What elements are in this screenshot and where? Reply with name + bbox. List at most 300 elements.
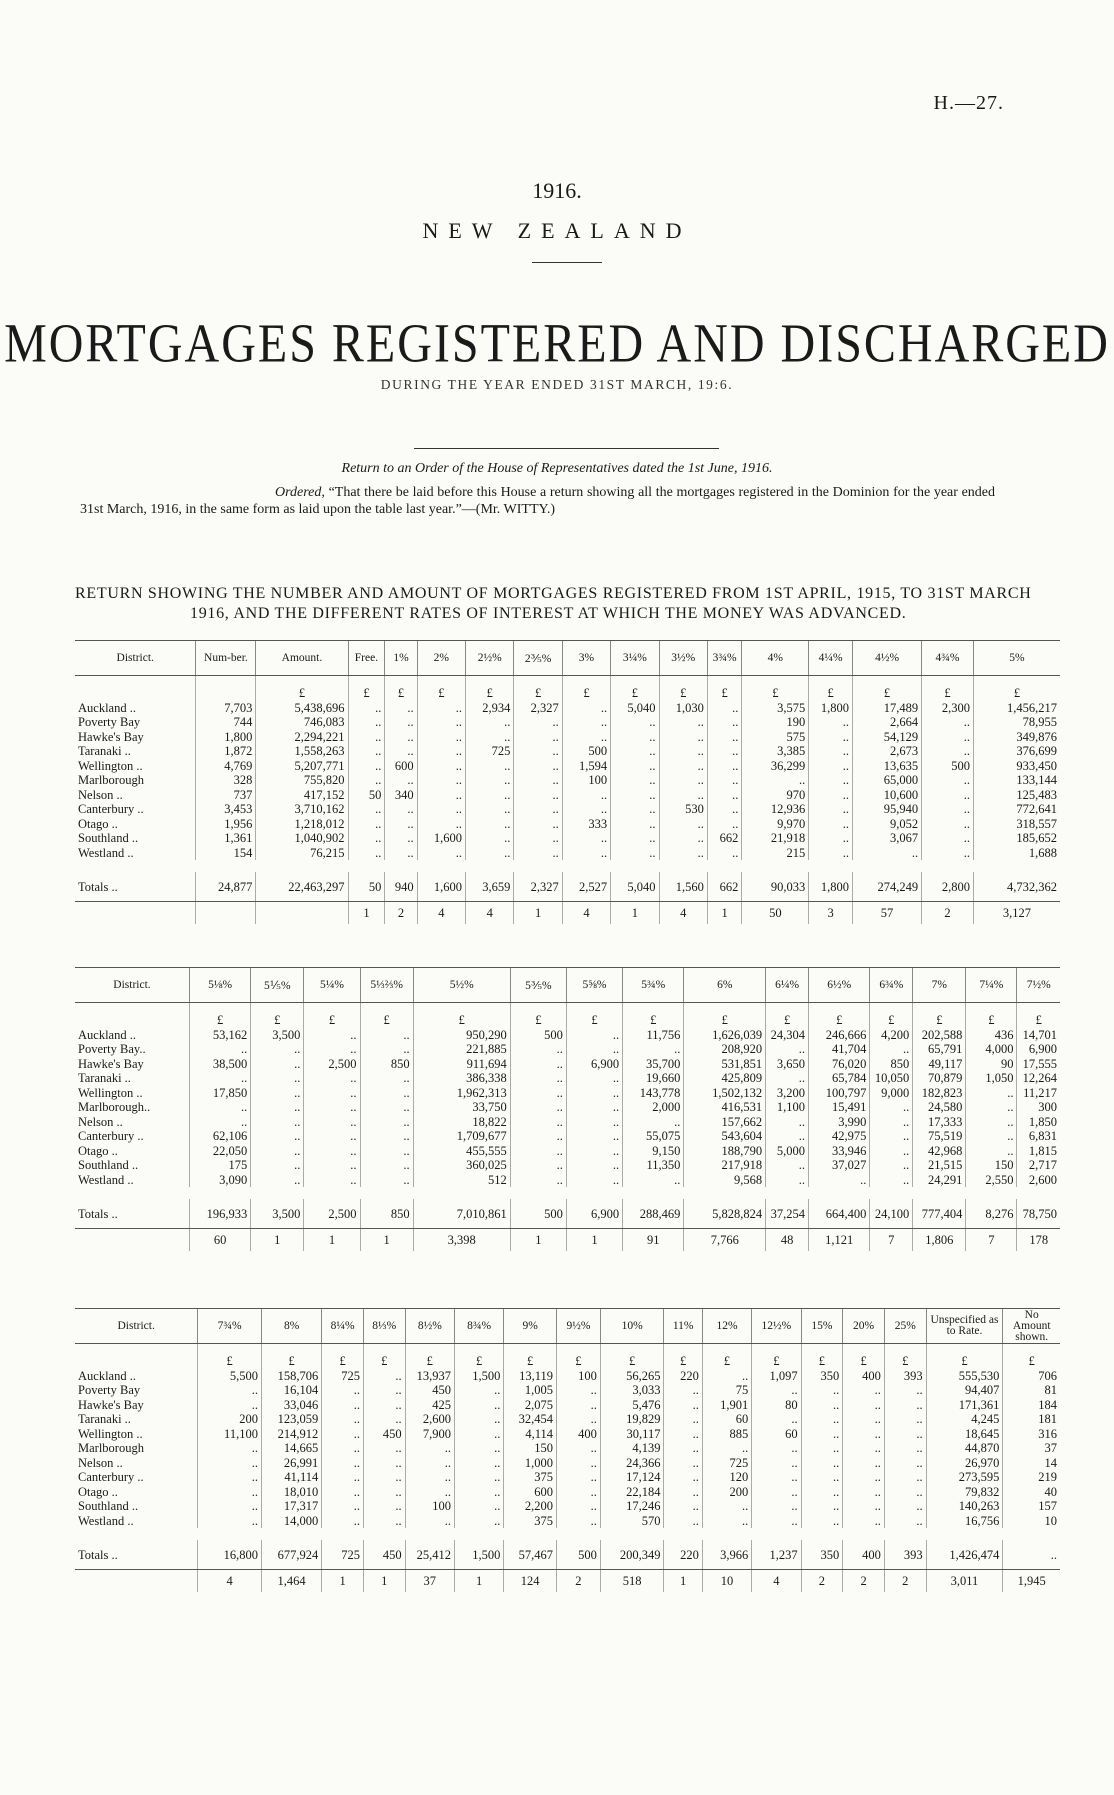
table-cell: 1,626,039: [684, 1028, 766, 1043]
column-header: 1%: [385, 641, 417, 676]
table-cell: ..: [251, 1158, 304, 1173]
count-cell: 2: [884, 1569, 926, 1592]
table-cell: ..: [664, 1412, 702, 1427]
table-cell: ..: [843, 1514, 885, 1529]
column-header: 7%: [913, 968, 966, 1003]
district-name: Nelson ..: [78, 787, 123, 802]
total-cell: 5,040: [611, 872, 659, 901]
count-cell: 4: [198, 1569, 262, 1592]
table-cell: 246,666: [809, 1028, 870, 1043]
table-cell: ..: [385, 802, 417, 817]
table-cell: ..: [363, 1383, 405, 1398]
table-row: [75, 1144, 1060, 1159]
table-cell: ..: [664, 1398, 702, 1413]
count-cell: 1: [514, 901, 562, 924]
district-name: Poverty Bay: [78, 715, 141, 729]
table-cell: 376,699: [973, 744, 1060, 759]
divider: [532, 262, 602, 263]
table-cell: ..: [843, 1470, 885, 1485]
table-cell: 500: [922, 759, 974, 774]
table-cell: ..: [611, 730, 659, 745]
table-cell: 100: [556, 1369, 600, 1384]
table-cell: 188,790: [684, 1144, 766, 1159]
spacer-cell: [75, 860, 1060, 872]
table-cell: ..: [363, 1412, 405, 1427]
table-cell: ..: [304, 1115, 360, 1130]
table-cell: 950,290: [413, 1028, 510, 1043]
count-cell: 1: [363, 1569, 405, 1592]
table-cell: ..: [611, 744, 659, 759]
table-cell: ..: [809, 759, 853, 774]
district-name: Westland ..: [78, 1513, 134, 1528]
table-cell: ..: [363, 1441, 405, 1456]
table-cell: ..: [562, 788, 610, 803]
table-cell: 200: [702, 1485, 751, 1500]
table-cell: 450: [405, 1383, 454, 1398]
table-cell: 18,010: [261, 1485, 321, 1500]
table-cell: ..: [405, 1485, 454, 1500]
table-cell: 349,876: [973, 730, 1060, 745]
table-cell: ..: [922, 730, 974, 745]
table-cell: ..: [454, 1499, 503, 1514]
table-cell: ..: [556, 1499, 600, 1514]
table-cell: 1,361: [196, 831, 256, 846]
table-cell: ..: [348, 759, 385, 774]
total-cell: 940: [385, 872, 417, 901]
table-row: [75, 1071, 1060, 1086]
table-cell: 3,385: [742, 744, 809, 759]
table-cell: 36,299: [742, 759, 809, 774]
currency-symbol: £: [251, 1003, 304, 1028]
column-header: 2½%: [466, 641, 514, 676]
table-cell: 56,265: [600, 1369, 664, 1384]
table-cell: ..: [566, 1144, 622, 1159]
table-cell: ..: [707, 802, 742, 817]
totals-label: Totals ..: [75, 1540, 198, 1569]
table-cell: ..: [514, 773, 562, 788]
table-cell: 79,832: [926, 1485, 1003, 1500]
table-cell: ..: [809, 730, 853, 745]
table-cell: ..: [189, 1115, 250, 1130]
table-cell: ..: [659, 831, 707, 846]
table-cell: 2,934: [466, 701, 514, 716]
document-year: 1916.: [532, 178, 582, 203]
count-cell: 1: [510, 1228, 566, 1251]
column-header: 4½%: [853, 641, 922, 676]
table-cell: 14: [1003, 1456, 1060, 1471]
table-cell: 375: [504, 1514, 557, 1529]
table-cell: 772,641: [973, 802, 1060, 817]
table-cell: ..: [385, 744, 417, 759]
table-cell: 5,476: [600, 1398, 664, 1413]
currency-symbol: [75, 1344, 198, 1369]
table-cell: 1,218,012: [256, 817, 348, 832]
column-header: 6¾%: [870, 968, 913, 1003]
table-cell: ..: [417, 701, 465, 716]
table-cell: ..: [198, 1485, 262, 1500]
table-cell: ..: [385, 715, 417, 730]
table-cell: ..: [385, 817, 417, 832]
currency-symbol: £: [417, 676, 465, 701]
table-cell: ..: [556, 1412, 600, 1427]
table-cell: ..: [363, 1470, 405, 1485]
column-header: 5½%: [413, 968, 510, 1003]
table-cell: ..: [664, 1441, 702, 1456]
count-cell: 1: [304, 1228, 360, 1251]
column-header: 9½%: [556, 1309, 600, 1344]
table-cell: ..: [884, 1441, 926, 1456]
currency-symbol: £: [600, 1344, 664, 1369]
column-header: 4¾%: [922, 641, 974, 676]
district-name: Otago ..: [78, 1143, 118, 1158]
count-row: [75, 1569, 1060, 1592]
table-cell: 4,114: [504, 1427, 557, 1442]
table-cell: 53,162: [189, 1028, 250, 1043]
table-cell: ..: [405, 1514, 454, 1529]
district-name: Southland ..: [78, 831, 139, 845]
table-cell: 2,673: [853, 744, 922, 759]
table-cell: 219: [1003, 1470, 1060, 1485]
count-cell: [75, 1228, 189, 1251]
table-cell: ..: [466, 773, 514, 788]
table-cell: ..: [664, 1514, 702, 1529]
count-row: [75, 901, 1060, 924]
table-cell: 5,207,771: [256, 759, 348, 774]
total-cell: 90,033: [742, 872, 809, 901]
mortgage-table-rates-free-to-5: [75, 640, 1060, 924]
currency-symbol: £: [742, 676, 809, 701]
table-cell: ..: [454, 1456, 503, 1471]
total-cell: 850: [360, 1199, 413, 1228]
table-cell: 17,489: [853, 701, 922, 716]
table-cell: ..: [466, 831, 514, 846]
table-cell: ..: [198, 1398, 262, 1413]
table-cell: 14,701: [1017, 1028, 1060, 1043]
table-cell: ..: [870, 1100, 913, 1115]
table-cell: ..: [766, 1173, 809, 1188]
table-cell: 220: [664, 1369, 702, 1384]
table-cell: 41,114: [261, 1470, 321, 1485]
table-cell: 12,936: [742, 802, 809, 817]
table-cell: ..: [922, 817, 974, 832]
table-cell: ..: [843, 1456, 885, 1471]
table-cell: ..: [623, 1042, 684, 1057]
table-cell: ..: [304, 1071, 360, 1086]
table-cell: ..: [843, 1427, 885, 1442]
table-cell: 13,937: [405, 1369, 454, 1384]
table-cell: 13,119: [504, 1369, 557, 1384]
total-cell: 50: [348, 872, 385, 901]
table-cell: 1,901: [702, 1398, 751, 1413]
table-cell: 2,600: [1017, 1173, 1060, 1188]
table-cell: 570: [600, 1514, 664, 1529]
district-name: Southland ..: [78, 1499, 139, 1513]
table-cell: ..: [454, 1427, 503, 1442]
table-cell: 133,144: [973, 773, 1060, 788]
table-cell: 450: [363, 1427, 405, 1442]
currency-symbol: £: [562, 676, 610, 701]
table-cell: 273,595: [926, 1470, 1003, 1485]
table-cell: ..: [363, 1514, 405, 1529]
column-header: 3%: [562, 641, 610, 676]
total-cell: 5,828,824: [684, 1199, 766, 1228]
currency-symbol: £: [707, 676, 742, 701]
table-cell: 11,217: [1017, 1086, 1060, 1101]
table-cell: 24,291: [913, 1173, 966, 1188]
table-cell: ..: [566, 1173, 622, 1188]
table-cell: 14,665: [261, 1441, 321, 1456]
table-cell: 171,361: [926, 1398, 1003, 1413]
table-cell: 316: [1003, 1427, 1060, 1442]
spacer-row: [75, 860, 1060, 872]
count-cell: [196, 901, 256, 924]
table-cell: ..: [809, 802, 853, 817]
table-cell: 4,000: [966, 1042, 1017, 1057]
currency-symbol: £: [466, 676, 514, 701]
table-cell: 24,580: [913, 1100, 966, 1115]
column-header: 3¼%: [611, 641, 659, 676]
table-cell: 1,850: [1017, 1115, 1060, 1130]
table-cell: ..: [966, 1129, 1017, 1144]
table-cell: ..: [966, 1100, 1017, 1115]
currency-symbol: £: [566, 1003, 622, 1028]
totals-row: [75, 1540, 1060, 1569]
district-name: Otago ..: [78, 816, 118, 831]
currency-symbol: £: [659, 676, 707, 701]
table-cell: ..: [659, 744, 707, 759]
table-cell: 184: [1003, 1398, 1060, 1413]
table-cell: 600: [504, 1485, 557, 1500]
column-header: 3½%: [659, 641, 707, 676]
total-cell: 7,010,861: [413, 1199, 510, 1228]
column-header: 4¼%: [809, 641, 853, 676]
total-cell: 500: [510, 1199, 566, 1228]
total-cell: 1,237: [752, 1540, 801, 1569]
table-cell: 17,246: [600, 1499, 664, 1514]
table-cell: ..: [707, 730, 742, 745]
table-cell: ..: [510, 1173, 566, 1188]
table-cell: ..: [251, 1042, 304, 1057]
table-cell: ..: [466, 817, 514, 832]
currency-symbol: £: [884, 1344, 926, 1369]
table-cell: 6,900: [566, 1057, 622, 1072]
district-name: Otago ..: [78, 1484, 118, 1499]
table-cell: ..: [870, 1173, 913, 1188]
table-cell: 1,050: [966, 1071, 1017, 1086]
table-cell: ..: [623, 1173, 684, 1188]
total-cell: 400: [843, 1540, 885, 1569]
table-cell: 386,338: [413, 1071, 510, 1086]
column-header: 3¾%: [707, 641, 742, 676]
table-row: [75, 1086, 1060, 1101]
column-header: Unspecified as to Rate.: [926, 1309, 1003, 1344]
table-cell: 2,600: [405, 1412, 454, 1427]
table-cell: 1,688: [973, 846, 1060, 861]
table-cell: 2,500: [304, 1057, 360, 1072]
table-cell: ..: [454, 1383, 503, 1398]
table-cell: 1,500: [454, 1369, 503, 1384]
table-cell: 9,150: [623, 1144, 684, 1159]
table-cell: ..: [659, 846, 707, 861]
total-cell: 662: [707, 872, 742, 901]
table-cell: 81: [1003, 1383, 1060, 1398]
table-cell: ..: [884, 1398, 926, 1413]
table-cell: ..: [556, 1514, 600, 1529]
table-cell: 12,264: [1017, 1071, 1060, 1086]
table-cell: ..: [510, 1042, 566, 1057]
table-cell: 1,456,217: [973, 701, 1060, 716]
table-cell: ..: [664, 1427, 702, 1442]
table-cell: 76,020: [809, 1057, 870, 1072]
column-header: 25%: [884, 1309, 926, 1344]
total-cell: 24,100: [870, 1199, 913, 1228]
table-cell: 1,872: [196, 744, 256, 759]
column-header: District.: [75, 968, 189, 1003]
spacer-cell: [75, 1528, 1060, 1540]
table-cell: 2,200: [504, 1499, 557, 1514]
table-cell: 1,030: [659, 701, 707, 716]
table-cell: ..: [664, 1470, 702, 1485]
count-cell: 1: [348, 901, 385, 924]
count-cell: 2: [801, 1569, 843, 1592]
spacer-row: [75, 1187, 1060, 1199]
table-cell: ..: [510, 1086, 566, 1101]
total-cell: 2,800: [922, 872, 974, 901]
currency-symbol: £: [405, 1344, 454, 1369]
table-cell: 744: [196, 715, 256, 730]
table-cell: ..: [664, 1383, 702, 1398]
table-cell: 531,851: [684, 1057, 766, 1072]
table-row: [75, 773, 1060, 788]
table-cell: 42,968: [913, 1144, 966, 1159]
table-row: [75, 1514, 1060, 1529]
page-title: MORTGAGES REGISTERED AND DISCHARGED: [4, 313, 1110, 374]
table-row: [75, 1129, 1060, 1144]
table-cell: 94,407: [926, 1383, 1003, 1398]
table-cell: 125,483: [973, 788, 1060, 803]
currency-symbol: £: [454, 1344, 503, 1369]
table-cell: 2,550: [966, 1173, 1017, 1188]
currency-symbol: £: [1003, 1344, 1060, 1369]
table-cell: 7,703: [196, 701, 256, 716]
table-cell: 202,588: [913, 1028, 966, 1043]
total-cell: 777,404: [913, 1199, 966, 1228]
table-cell: ..: [385, 773, 417, 788]
total-cell: 4,732,362: [973, 872, 1060, 901]
mortgage-table-rates-5-to-7-half: [75, 967, 1060, 1251]
table-cell: 885: [702, 1427, 751, 1442]
table-cell: 1,000: [504, 1456, 557, 1471]
count-cell: 1: [664, 1569, 702, 1592]
table-cell: 33,946: [809, 1144, 870, 1159]
table-cell: 17,555: [1017, 1057, 1060, 1072]
total-cell: 274,249: [853, 872, 922, 901]
table-cell: 2,327: [514, 701, 562, 716]
count-cell: 2: [556, 1569, 600, 1592]
table-cell: ..: [454, 1398, 503, 1413]
table-cell: ..: [922, 802, 974, 817]
total-cell: 37,254: [766, 1199, 809, 1228]
table-cell: 9,052: [853, 817, 922, 832]
table-cell: ..: [466, 730, 514, 745]
table-cell: ..: [385, 701, 417, 716]
table-cell: 1,097: [752, 1369, 801, 1384]
column-header: Amount.: [256, 641, 348, 676]
table-cell: 33,046: [261, 1398, 321, 1413]
table-cell: 1,040,902: [256, 831, 348, 846]
table-cell: ..: [766, 1129, 809, 1144]
table-row: [75, 1412, 1060, 1427]
table-cell: ..: [566, 1042, 622, 1057]
table-cell: 7,900: [405, 1427, 454, 1442]
column-header: 5¾%: [623, 968, 684, 1003]
currency-row: [75, 676, 1060, 701]
table-cell: 49,117: [913, 1057, 966, 1072]
table-cell: ..: [659, 730, 707, 745]
table-cell: ..: [360, 1042, 413, 1057]
total-cell: 725: [322, 1540, 364, 1569]
currency-symbol: £: [363, 1344, 405, 1369]
currency-symbol: £: [510, 1003, 566, 1028]
table-cell: 157: [1003, 1499, 1060, 1514]
table-cell: 11,100: [198, 1427, 262, 1442]
table-cell: 737: [196, 788, 256, 803]
count-cell: 3,011: [926, 1569, 1003, 1592]
table-cell: 62,106: [189, 1129, 250, 1144]
district-name: Southland ..: [78, 1158, 139, 1172]
table-cell: ..: [322, 1485, 364, 1500]
table-cell: ..: [417, 773, 465, 788]
table-cell: ..: [514, 759, 562, 774]
table-row: [75, 817, 1060, 832]
table-cell: ..: [322, 1456, 364, 1471]
currency-symbol: £: [413, 1003, 510, 1028]
total-cell: 78,750: [1017, 1199, 1060, 1228]
table-row: [75, 1398, 1060, 1413]
table-cell: ..: [752, 1383, 801, 1398]
table-cell: 17,333: [913, 1115, 966, 1130]
currency-symbol: £: [809, 1003, 870, 1028]
total-cell: ..: [1003, 1540, 1060, 1569]
table-cell: ..: [659, 817, 707, 832]
table-cell: 16,756: [926, 1514, 1003, 1529]
column-header: 5⅗%: [510, 968, 566, 1003]
order-paragraph: [80, 484, 995, 518]
table-row: [75, 730, 1060, 745]
count-cell: 4: [562, 901, 610, 924]
table-cell: 9,970: [742, 817, 809, 832]
district-name: Auckland ..: [78, 1368, 136, 1383]
table-cell: 1,800: [809, 701, 853, 716]
table-cell: ..: [884, 1412, 926, 1427]
table-cell: ..: [251, 1057, 304, 1072]
table-cell: ..: [562, 701, 610, 716]
table-cell: 543,604: [684, 1129, 766, 1144]
table-cell: 95,940: [853, 802, 922, 817]
total-cell: 1,426,474: [926, 1540, 1003, 1569]
table-cell: 157,662: [684, 1115, 766, 1130]
table-cell: ..: [514, 715, 562, 730]
currency-symbol: £: [801, 1344, 843, 1369]
table-cell: 181: [1003, 1412, 1060, 1427]
table-cell: ..: [556, 1441, 600, 1456]
table-cell: ..: [348, 831, 385, 846]
column-header: 15%: [801, 1309, 843, 1344]
table-cell: ..: [809, 715, 853, 730]
table-cell: ..: [348, 773, 385, 788]
total-cell: 500: [556, 1540, 600, 1569]
table-cell: ..: [766, 1071, 809, 1086]
